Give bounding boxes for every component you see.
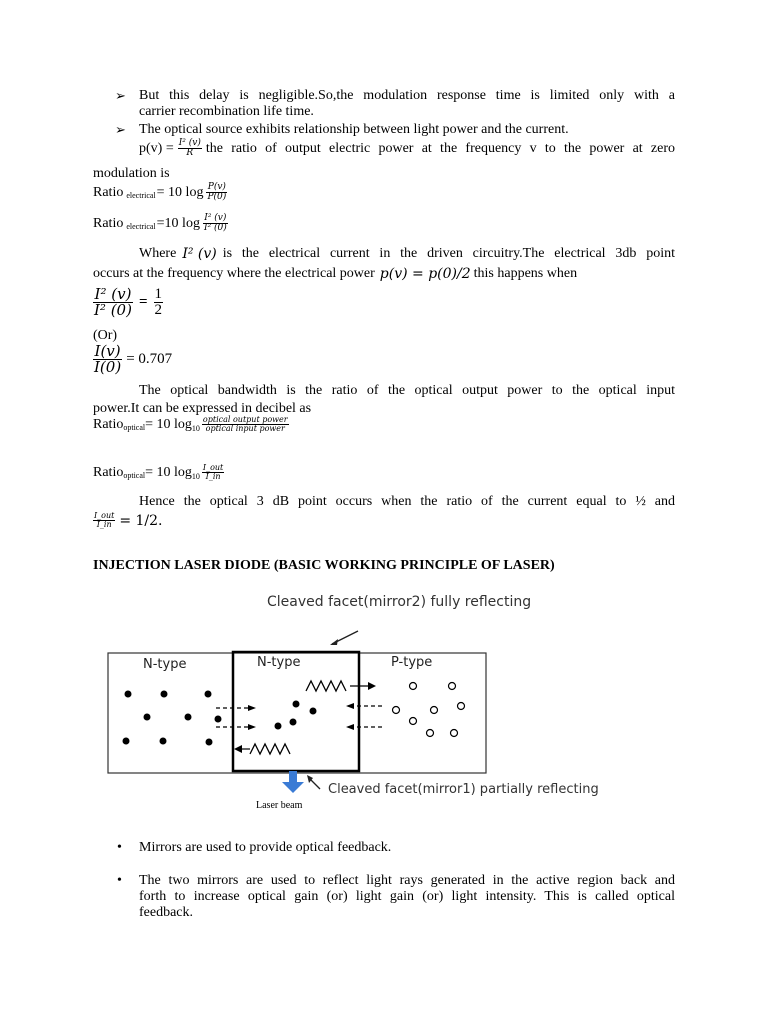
bandwidth-line-2: power.It can be expressed in decibel as	[93, 401, 312, 416]
ratio-electrical-2	[93, 214, 228, 233]
ratio-sub: optical	[123, 423, 146, 432]
hence-fraction	[93, 512, 115, 529]
ratio-label: Ratio	[93, 464, 124, 480]
bandwidth-line-1: The optical bandwidth is the ratio of the optical output power to the optical input	[139, 383, 675, 398]
photon-wave-left	[250, 744, 290, 754]
right-region-label: P-type	[391, 655, 433, 670]
ratio-sub: optical	[123, 471, 146, 480]
ratio-fraction	[203, 214, 228, 233]
i-fraction	[93, 344, 122, 375]
ratio-label: Ratio	[93, 416, 124, 432]
laser-beam-label: Laser beam	[256, 800, 303, 811]
arrow-bullet-icon: ➢	[115, 122, 126, 137]
bullet-text: The two mirrors are used to reflect light rays generated in the active region back and	[139, 873, 675, 888]
section-heading: INJECTION LASER DIODE (BASIC WORKING PRINCIPLE OF LASER)	[93, 558, 555, 573]
n-type-electrons	[123, 691, 222, 746]
where-text: is the electrical current in the driven circuitry.The electrical 3db point	[222, 246, 675, 261]
half-fraction	[93, 287, 133, 318]
ratio-label: Ratio	[93, 215, 124, 231]
log-base: 10	[191, 424, 200, 433]
ratio-sub: electrical	[126, 222, 156, 231]
where-math: p(v) = p(0)/2	[379, 266, 471, 282]
ratio-eq: =10 log	[156, 215, 200, 231]
log-base: 10	[191, 472, 200, 481]
hence-line-1: Hence the optical 3 dB point occurs when the ratio of the current equal to ½ and	[139, 494, 675, 509]
bullet-text: But this delay is negligible.So,the modulation response time is limited only with a	[139, 88, 675, 103]
bullet-text: Mirrors are used to provide optical feedback.	[139, 840, 392, 855]
ratio-fraction	[206, 183, 227, 202]
ratio-num: I_out	[202, 463, 224, 472]
active-electrons	[275, 701, 317, 730]
ratio-num: P(v)	[207, 182, 226, 192]
arrow-bullet-icon: ➢	[115, 88, 126, 103]
i-den: I(0)	[94, 358, 122, 376]
ratio-sub: electrical	[126, 191, 156, 200]
diagram-bottom-caption: Cleaved facet(mirror1) partially reflecting	[328, 782, 599, 797]
hence-num: I_out	[94, 511, 115, 520]
ratio-eq: = 10 log	[145, 416, 192, 432]
laser-beam-arrow	[282, 771, 304, 793]
where-text: occurs at the frequency where the electrical power	[93, 266, 375, 281]
ratio-eq: = 10 log	[156, 184, 204, 200]
hence-den: I_in	[96, 520, 112, 529]
mirror2-pointer-head	[330, 639, 338, 645]
where-line-1	[139, 246, 675, 262]
hence-rhs: = 1/2.	[119, 512, 163, 529]
or-text: (Or)	[93, 328, 118, 343]
bullet-dot-icon: •	[117, 873, 122, 888]
ratio-eq: = 10 log	[145, 464, 192, 480]
pv-text-cont: modulation is	[93, 166, 170, 181]
ratio-den: optical input power	[205, 424, 285, 433]
ratio-fraction	[202, 416, 289, 433]
i-equation	[93, 344, 172, 375]
half-den: I² (0)	[94, 301, 132, 319]
ratio-den: I² (0)	[203, 223, 227, 233]
bullet-text: carrier recombination life time.	[139, 104, 314, 119]
pv-line	[139, 139, 675, 158]
i-rhs: = 0.707	[126, 351, 173, 367]
mid-region-label: N-type	[257, 655, 301, 670]
mirror1-pointer	[310, 779, 320, 789]
bullet-text: forth to increase optical gain (or) light gain (or) light intensity. This is called optical	[139, 889, 675, 904]
i-num: I(v)	[94, 342, 121, 360]
half-rhs-fraction	[154, 287, 164, 318]
pv-text: the ratio of output electric power at the frequency v to the power at zero	[205, 140, 675, 156]
arrowhead	[248, 705, 256, 711]
bullet-text: The optical source exhibits relationship between light power and the current.	[139, 122, 569, 137]
p-type-holes	[393, 683, 465, 737]
half-num: I² (v)	[94, 285, 132, 303]
ratio-num: I² (v)	[204, 213, 227, 223]
where-math: I² (v)	[182, 246, 217, 262]
diagram-top-caption: Cleaved facet(mirror2) fully reflecting	[267, 594, 532, 610]
bullet-text: feedback.	[139, 905, 194, 920]
arrowhead	[346, 703, 354, 709]
hole-injection-arrows	[350, 706, 385, 727]
where-line-2	[93, 266, 577, 282]
photon-arrowhead	[234, 745, 242, 753]
ratio-electrical-1	[93, 183, 227, 202]
photon-arrowhead	[368, 682, 376, 690]
ratio-fraction	[202, 464, 224, 481]
pv-lhs: p(v) =	[139, 140, 174, 156]
where-text: this happens when	[473, 266, 578, 281]
half-equation	[93, 287, 163, 318]
arrowhead	[346, 724, 354, 730]
pv-fraction	[178, 139, 202, 158]
ratio-optical-2	[93, 464, 224, 481]
half-rhs-den: 2	[154, 302, 163, 318]
ratio-optical-1	[93, 416, 289, 433]
half-rhs-num: 1	[154, 286, 163, 302]
ratio-den: I_in	[205, 472, 221, 481]
bullet-dot-icon: •	[117, 840, 122, 855]
where-text: Where	[139, 246, 177, 261]
hence-equation	[93, 512, 163, 529]
pv-den: R	[186, 148, 194, 158]
ratio-label: Ratio	[93, 184, 124, 200]
left-region-label: N-type	[143, 657, 187, 672]
ratio-num: optical output power	[202, 415, 288, 424]
ratio-den: P(0)	[207, 192, 227, 202]
photon-wave-right	[306, 681, 346, 691]
arrowhead	[248, 724, 256, 730]
pv-num: I² (v)	[178, 138, 201, 148]
half-eq: =	[138, 294, 148, 310]
